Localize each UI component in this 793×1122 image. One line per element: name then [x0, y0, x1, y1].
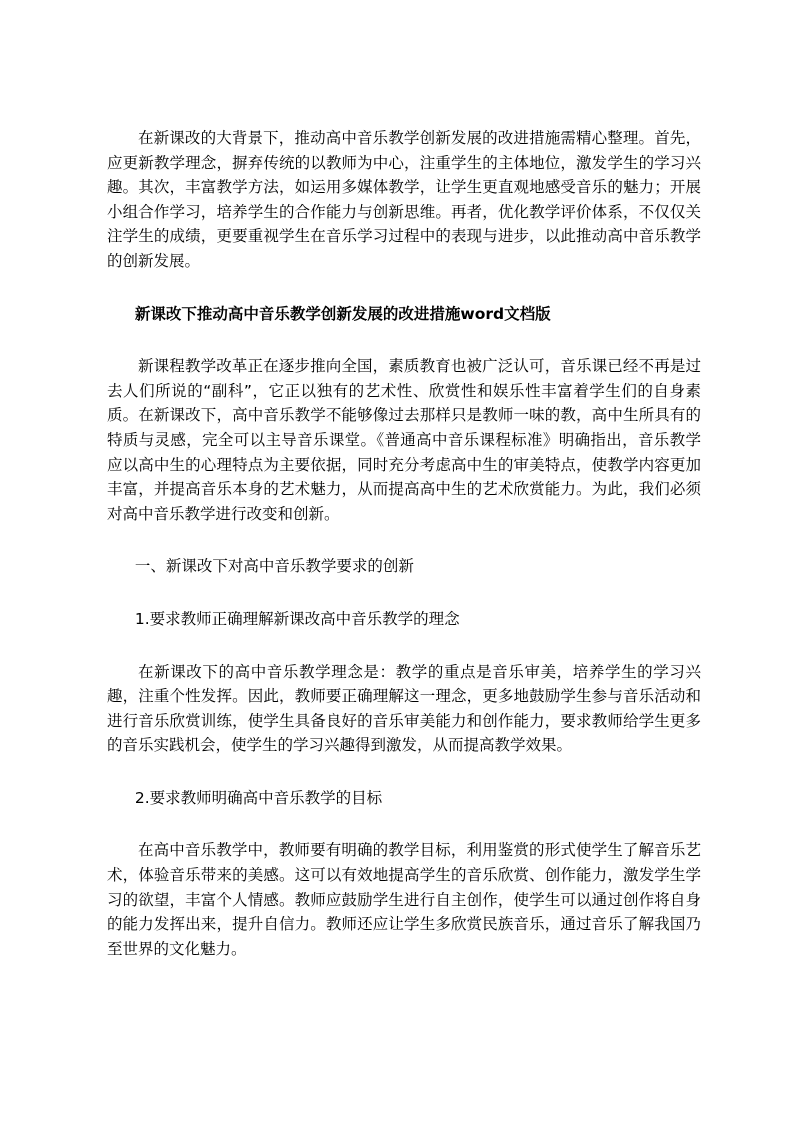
spacer: [107, 274, 701, 302]
spacer: [107, 326, 701, 354]
body-paragraph-1: 新课程教学改革正在逐步推向全国，素质教育也被广泛认可，音乐课已经不再是过去人们所说的“副科”，它正以独有的艺术性、欣赏性和娱乐性丰富着学生们的自身素质。在新课改下，高中音乐教学不能够像过去那样只是教师一味的教，高中生所具有的特质与灵感，完全可以主导音乐课堂。《普通高中音乐课程标准》明确指出，音乐教学应以高中生的心理特点为主要依据，同时充分考虑高中生的审美特点，使教学内容更加丰富，并提高音乐本身的艺术魅力，从而提高高中生的艺术欣赏能力。为此，我们必须对高中音乐教学进行改变和创新。: [107, 357, 701, 523]
subsection-1-text: 在新课改下的高中音乐教学理念是：教学的重点是音乐审美，培养学生的学习兴趣，注重个性发挥。因此，教师要正确理解这一理念，更多地鼓励学生参与音乐活动和进行音乐欣赏训练，使学生具备良好的音乐审美能力和创作能力，要求教师给学生更多的音乐实践机会，使学生的学习兴趣得到激发，从而提高教学效果。: [107, 662, 701, 755]
spacer: [107, 758, 701, 786]
spacer: [107, 526, 701, 554]
subsection-2-text: 在高中音乐教学中，教师要有明确的教学目标，利用鉴赏的形式使学生了解音乐艺术，体验音乐带来的美感。这可以有效地提高学生的音乐欣赏、创作能力，激发学生学习的欲望，丰富个人情感。教师应鼓励学生进行自主创作，使学生可以通过创作将自身的能力发挥出来，提升自信力。教师还应让学生多欣赏民族音乐，通过音乐了解我国乃至世界的文化魅力。: [107, 841, 701, 958]
intro-paragraph: 在新课改的大背景下，推动高中音乐教学创新发展的改进措施需精心整理。首先，应更新教学理念，摒弃传统的以教师为中心，注重学生的主体地位，激发学生的学习兴趣。其次，丰富教学方法，如运用多媒体教学，让学生更直观地感受音乐的魅力；开展小组合作学习，培养学生的合作能力与创新思维。再者，优化教学评价体系，不仅仅关注学生的成绩，更要重视学生在音乐学习过程中的表现与进步，以此推动高中音乐教学的创新发展。: [107, 129, 701, 270]
spacer: [107, 810, 701, 838]
section-1-heading: 一、新课改下对高中音乐教学要求的创新: [134, 557, 414, 576]
subsection-1-heading: 1.要求教师正确理解新课改高中音乐教学的理念: [134, 609, 460, 628]
document-title: 新课改下推动高中音乐教学创新发展的改进措施word文档版: [134, 304, 551, 323]
spacer: [107, 632, 701, 660]
subsection-2-heading: 2.要求教师明确高中音乐教学的目标: [134, 788, 383, 807]
spacer: [107, 579, 701, 607]
document-page: [107, 126, 701, 961]
